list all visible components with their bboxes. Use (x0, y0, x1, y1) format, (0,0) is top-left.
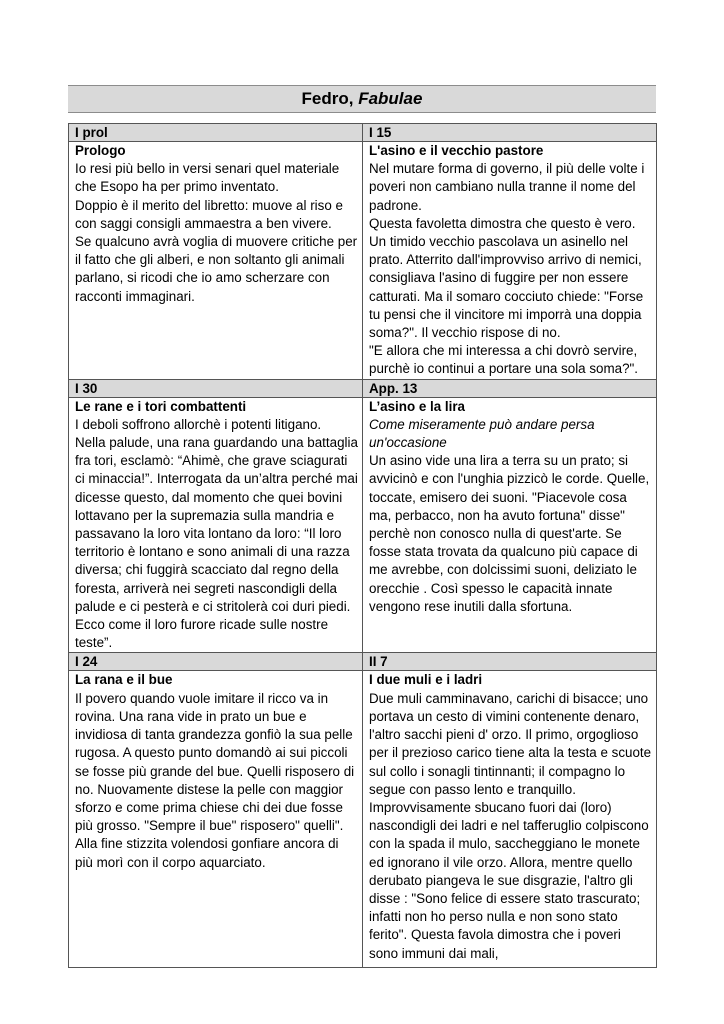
fable-cell (363, 397, 657, 653)
fable-title: Le rane e i tori combattenti (75, 398, 247, 414)
fable-paragraph: I deboli soffrono allorchè i potenti litigano. (75, 416, 322, 432)
reference-cell: I 15 (363, 124, 657, 142)
fable-paragraph: Io resi più bello in versi senari quel materiale che Esopo ha per primo inventato. (75, 161, 340, 195)
fable-paragraph: Doppio è il merito del libretto: muove al riso e con saggi consigli ammaestra a ben vivere. (75, 197, 343, 231)
fable-cell (363, 142, 657, 380)
fables-table (68, 123, 657, 968)
fable-cell (69, 142, 363, 380)
fable-paragraph: Questa favoletta dimostra che questo è vero. Un timido vecchio pascolava un asinello nel prato. Atterrito dall'improvviso arrivo di nemici, consigliava l'asino di fuggire per non essere catturati. Ma il somaro cocciuto chiede: "Forse tu pensi che il vincitore mi imporrà una doppia soma?". Il vecchio rispose di no. (369, 215, 644, 341)
fable-title: I due muli e i ladri (369, 672, 483, 688)
reference-cell: App. 13 (363, 379, 657, 397)
fable-paragraph: Se qualcuno avrà voglia di muovere critiche per il fatto che gli alberi, e non soltanto gli animali parlano, si ricodi che io amo scherzare con racconti immaginari. (75, 234, 358, 304)
reference-cell: II 7 (363, 653, 657, 671)
reference-row (69, 379, 657, 397)
document-title (68, 85, 656, 113)
fable-paragraph: Il povero quando vuole imitare il ricco va in rovina. Una rana vide in prato un bue e invidiosa di tanta grandezza gonfiò la sua pelle rugosa. A questo punto domandò ai sui piccoli se fosse più grande del bue. Quelli risposero di no. Nuovamente distese la pelle con maggior sforzo e come prima chiese chi dei due fosse più grosso. "Sempre il bue" risposero" quelli". Alla fine stizzita volendosi gonfiare ancora di più morì con il corpo aquarciato. (75, 690, 355, 870)
fable-title: L’asino e la lira (369, 398, 466, 414)
fable-title: La rana e il bue (75, 672, 173, 688)
fable-paragraph: Due muli camminavano, carichi di bisacce; uno portava un cesto di vimini contenente denaro, l'altro sacchi pieni d' orzo. Il primo, orgoglioso per il prezioso carico tiene alta la testa e scuote sul collo i sonagli tintinnanti; il compagno lo segue con passo lento e tranquillo. Improvvisamente sbucano fuori dai (loro) nascondigli dei ladri e nel tafferuglio colpiscono con la spada il mulo, saccheggiano le monete ed ignorano il vile orzo. Allora, mentre quello derubato piangeva le sue disgrazie, l'altro gli disse : "Sono felice di essere stato trascurato; infatti non ho perso nulla e non sono stato ferito". Questa favola dimostra che i poveri sono immuni dai mali, (369, 690, 652, 961)
fable-title: L'asino e il vecchio pastore (369, 143, 544, 158)
fable-paragraph: Nel mutare forma di governo, il più delle volte i poveri non cambiano nulla tranne il nome del padrone. (369, 161, 645, 213)
title-author: Fedro, (301, 89, 359, 108)
fable-row (69, 142, 657, 380)
reference-row (69, 653, 657, 671)
fable-row (69, 397, 657, 653)
reference-cell: I prol (69, 124, 363, 142)
title-work: Fabulae (358, 89, 423, 108)
fable-paragraph: Nella palude, una rana guardando una battaglia fra tori, esclamò: “Ahimè, che grave sciagurati ci minaccia!”. Interrogata da un’altra perché mai dicesse questo, dal momento che quei bovini lottavano per la supremazia sulla mandria e passavano la loro vita lontano da loro: “Il loro territorio è lontano e sono animali di una razza diversa; chi fuggirà scacciato dal regno della foresta, arriverà nei segreti nascondigli della palude e ci pesterà e ci stritolerà coi duri piedi. Ecco come il loro furore ricade sulle nostre teste”. (75, 435, 358, 651)
fable-paragraph: Un asino vide una lira a terra su un prato; si avvicinò e con l'unghia pizzicò le corde. Quelle, toccate, emisero dei suoni. "Piacevole cosa ma, perbacco, non ha avuto fortuna" disse" perchè non conosco nulla di quest'arte. Se fosse stata trovata da qualcuno più capace di me avrebbe, con dolcissimi suoni, deliziato le orecchie . Così spesso le capacità innate vengono rese inutili dalla sfortuna. (369, 453, 650, 614)
fable-row (69, 671, 657, 968)
reference-cell: I 24 (69, 653, 363, 671)
fable-cell (69, 397, 363, 653)
fable-title: Prologo (75, 143, 126, 158)
fable-cell (363, 671, 657, 968)
reference-row (69, 124, 657, 142)
fable-paragraph: "E allora che mi interessa a chi dovrò servire, purchè io continui a portare una sola soma?". (369, 343, 639, 377)
fable-cell (69, 671, 363, 968)
reference-cell: I 30 (69, 379, 363, 397)
fable-subtitle: Come miseramente può andare persa un'occasione (369, 416, 595, 451)
